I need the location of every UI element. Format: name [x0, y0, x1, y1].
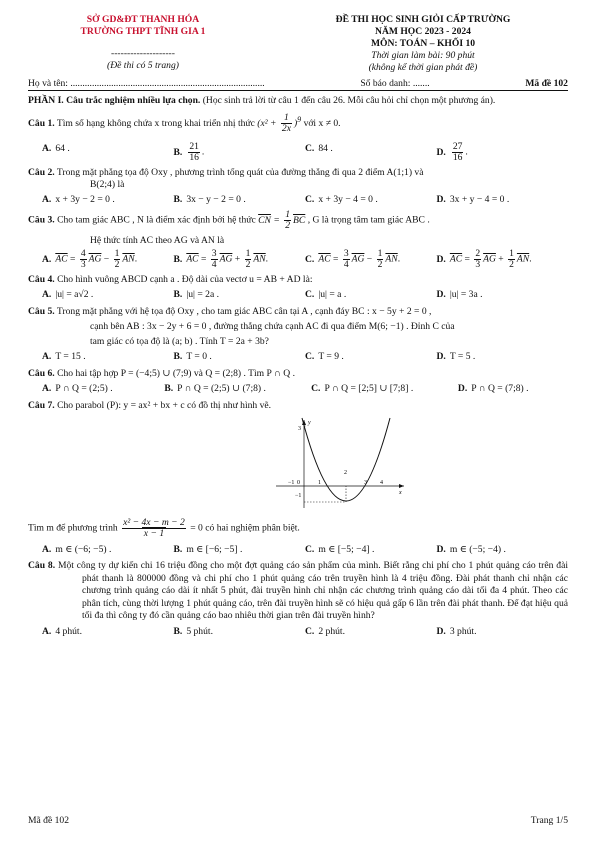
question-3 — [28, 210, 568, 231]
question-text-cont: Hệ thức tính AC theo AG và AN là — [90, 235, 225, 247]
part1-desc: (Học sinh trả lời từ câu 1 đến câu 26. Mỗi câu hỏi chỉ chọn một phương án). — [202, 95, 496, 106]
tick-y-neg1: −1 — [295, 493, 302, 500]
tick-x-0: 0 — [297, 480, 300, 487]
question-text: Một công ty dự kiến chi 16 triệu đồng cho một đợt quảng cáo sản phẩm của mình. Biết rằng chi phí cho 1 phút quảng cáo trên đài phát thanh là 800000 đồng và chi phí cho 1 phút quảng cáo trên truyền hình là 4 triệu đồng. Đài phát thanh chỉ nhận các chương trình quảng cáo dài ít nhất 5 phút, đài truyền hình chỉ nhận các chương trình quảng cáo dài tối đa 4 phút. Theo các phân tích, cùng thời lượng 1 phút quảng cáo, trên đài truyền hình sẽ có hiệu quả gấp 6 lần trên đài phát thanh. Để đạt hiệu quả tối đa thì công ty đó cần quảng cáo bao nhiêu thời gian trên đài truyền hình? — [57, 560, 568, 622]
question-7 — [28, 399, 568, 412]
duration-note: (không kể thời gian phát đề) — [368, 62, 478, 73]
footer-page-number: Trang 1/5 — [530, 815, 568, 826]
parabola-graph — [266, 416, 406, 511]
school-block — [28, 14, 258, 74]
option-d: P ∩ Q = (7;8) . — [471, 383, 529, 395]
option-d: |u| = 3a . — [449, 289, 483, 301]
option-d: m ∈ (−5; −4) . — [449, 544, 506, 556]
option-a: m ∈ (−6; −5) . — [55, 544, 112, 556]
question-5 — [28, 305, 568, 318]
question-label: Câu 2. — [28, 167, 55, 179]
option-c: x + 3y − 4 = 0 . — [318, 194, 378, 206]
exam-info-block — [278, 14, 568, 74]
department-name: SỞ GD&ĐT THANH HÓA — [86, 14, 200, 25]
exam-title: ĐỀ THI HỌC SINH GIỎI CẤP TRƯỜNG — [335, 14, 511, 25]
question-text: Cho hai tập hợp P = (−4;5) ∪ (7;9) và Q = (2;8) . Tìm P ∩ Q . — [57, 368, 295, 380]
option-d: T = 5 . — [449, 351, 476, 363]
option-b: T = 0 . — [186, 351, 212, 363]
question-text: Trong mặt phẳng với hệ tọa độ Oxy , cho tam giác ABC cân tại A , cạnh đáy BC : x − 5y + 2 = 0 , — [56, 306, 432, 318]
exam-header — [28, 14, 568, 74]
question-text: Cho hình vuông ABCD cạnh a . Độ dài của vectơ u = AB + AD là: — [57, 274, 313, 286]
x-axis-label: x — [399, 490, 402, 497]
option-b: 3x − y − 2 = 0 . — [186, 194, 246, 206]
question-label: Câu 7. — [28, 400, 55, 412]
header-divider: -------------------- — [111, 48, 175, 59]
subject: MÔN: TOÁN – KHỐI 10 — [370, 38, 476, 49]
question-4 — [28, 273, 568, 286]
options-4: A. |u| = a√2 . B. |u| = 2a . C. |u| = a . D. |u| = 3a . — [42, 289, 483, 301]
question-label: Câu 1. — [28, 118, 55, 130]
option-c: m ∈ [−5; −4] . — [318, 544, 375, 556]
option-a: P ∩ Q = (2;5) . — [55, 383, 113, 395]
option-d: 3x + y − 4 = 0 . — [449, 194, 510, 206]
options-5: A. T = 15 . B. T = 0 . C. T = 9 . D. T = 5 . — [42, 351, 476, 363]
options-1: A. 64 . B. $\frac{21}{16}$ . C. 84 . D. $\frac{27}{16}$ . — [42, 141, 468, 164]
school-year: NĂM HỌC 2023 - 2024 — [375, 26, 471, 37]
option-a: |u| = a√2 . — [55, 289, 94, 301]
option-b: m ∈ [−6; −5] . — [186, 544, 243, 556]
question-8 — [28, 560, 568, 623]
question-7-ask — [28, 518, 568, 539]
vertex-x-label: 2 — [344, 470, 347, 477]
question-label: Câu 6. — [28, 368, 55, 380]
options-6: A. P ∩ Q = (2;5) . B. P ∩ Q = (2;5) ∪ (7;8) . C. P ∩ Q = [2;5] ∪ [7;8] . D. P ∩ Q = (7;8) . — [42, 383, 529, 395]
question-text-cont2: tam giác có tọa độ là (a; b) . Tính T = 2a + 3b? — [90, 336, 269, 348]
options-3: A. $\overline{AC}$ = $\frac{4}{3}$ $\overline{AG}$ − $\frac{1}{2}$ $\overline{AN}$. B. $\overline{AC}$ = $\frac{3}{4}$ $\overline{AG}$ + $\frac{1}{2}$ $\overline{AN}$. C. $\overline{AC}$ = $\frac{3}{4}$ $\overline{AG}$ − $\frac{1}{2}$ $\overline{AN}$. D. $\overline{AC}$ = $\frac{2}{3}$ $\overline{AG}$ + $\frac{1}{2}$ $\overline{AN}$. — [42, 248, 532, 271]
tick-x-1: 1 — [318, 480, 321, 487]
page-count-note: (Đề thi có 5 trang) — [107, 60, 179, 71]
question-text: Trong mặt phẳng tọa độ Oxy , phương trình tổng quát của đường thẳng đi qua 2 điểm A(1;1) và — [56, 167, 424, 179]
candidate-row — [28, 78, 568, 89]
option-a: 64 . — [55, 143, 70, 155]
header-rule — [28, 90, 568, 91]
page-footer — [28, 815, 568, 826]
tick-y-3: 3 — [298, 426, 301, 433]
option-c: |u| = a . — [318, 289, 347, 301]
options-7: A. m ∈ (−6; −5) . B. m ∈ [−6; −5] . C. m ∈ [−5; −4] . D. m ∈ (−5; −4) . — [42, 544, 506, 556]
duration: Thời gian làm bài: 90 phút — [371, 50, 475, 61]
question-label: Câu 4. — [28, 274, 55, 286]
question-ask-a: Tìm m để phương trình — [28, 523, 118, 535]
question-label: Câu 3. — [28, 215, 55, 227]
option-b: 5 phút. — [186, 625, 213, 637]
option-c: 84 . — [318, 143, 333, 155]
question-condition: với x ≠ 0. — [303, 118, 341, 130]
option-c: 2 phút. — [318, 625, 345, 637]
name-field: Họ và tên: ................................................................................. — [28, 78, 265, 89]
question-2 — [28, 166, 568, 179]
option-c: P ∩ Q = [2;5] ∪ [7;8] . — [324, 383, 414, 395]
binomial-expression: (x² + $\frac{1}{2x}$ )$^9$ — [257, 112, 302, 135]
question-label: Câu 5. — [28, 306, 55, 318]
question-text: Tìm số hạng không chứa x trong khai triển nhị thức — [56, 118, 255, 130]
y-axis-label: y — [308, 420, 311, 427]
part1-intro — [28, 94, 568, 107]
question-text: Cho tam giác ABC , N là điểm xác định bởi hệ thức — [57, 215, 256, 227]
question-1 — [28, 113, 568, 134]
school-name: TRƯỜNG THPT TĨNH GIA 1 — [80, 26, 206, 37]
question-text: Cho parabol (P): y = ax² + bx + c có đồ thị như hình vẽ. — [57, 400, 272, 412]
tick-x-3: 3 — [364, 480, 367, 487]
options-8: A. 4 phút. B. 5 phút. C. 2 phút. D. 3 phút. — [42, 625, 477, 637]
option-a: x + 3y − 2 = 0 . — [55, 194, 115, 206]
question-text-cont: B(2;4) là — [90, 179, 125, 191]
option-b: |u| = 2a . — [186, 289, 220, 301]
option-a: T = 15 . — [55, 351, 86, 363]
exam-code: Mã đề 102 — [525, 78, 568, 89]
question-6 — [28, 367, 568, 380]
tick-x-neg1: −1 — [288, 480, 295, 487]
equation-fraction: $\frac{\text{x² − 4x − m − 2}}{x - 1}$ — [123, 517, 185, 540]
question-ask-b: = 0 có hai nghiệm phân biệt. — [190, 523, 300, 535]
relation-expression: $\overline{CN}$ = $\frac{1}{2}$ $\overline{BC}$ — [258, 209, 306, 232]
exam-page — [28, 14, 568, 639]
part1-title: PHẦN I. Câu trắc nghiệm nhiều lựa chọn. — [28, 95, 201, 106]
question-label: Câu 8. — [28, 560, 56, 572]
footer-exam-code: Mã đề 102 — [28, 815, 70, 826]
option-d: 3 phút. — [449, 625, 477, 637]
option-c: T = 9 . — [318, 351, 344, 363]
option-b: P ∩ Q = (2;5) ∪ (7;8) . — [177, 383, 266, 395]
question-text-b: , G là trọng tâm tam giác ABC . — [307, 215, 430, 227]
x-axis-arrow — [399, 484, 404, 488]
options-2: A. x + 3y − 2 = 0 . B. 3x − y − 2 = 0 . C. x + 3y − 4 = 0 . D. 3x + y − 4 = 0 . — [42, 194, 510, 206]
option-a: 4 phút. — [55, 625, 82, 637]
tick-x-4: 4 — [380, 480, 383, 487]
candidate-number-field: Số báo danh: ....... — [360, 78, 430, 89]
question-text-cont: cạnh bên AB : 3x − 2y + 6 = 0 , đường thẳng chứa cạnh AC đi qua điểm M(6; −1) . Đỉnh C của — [90, 321, 455, 333]
